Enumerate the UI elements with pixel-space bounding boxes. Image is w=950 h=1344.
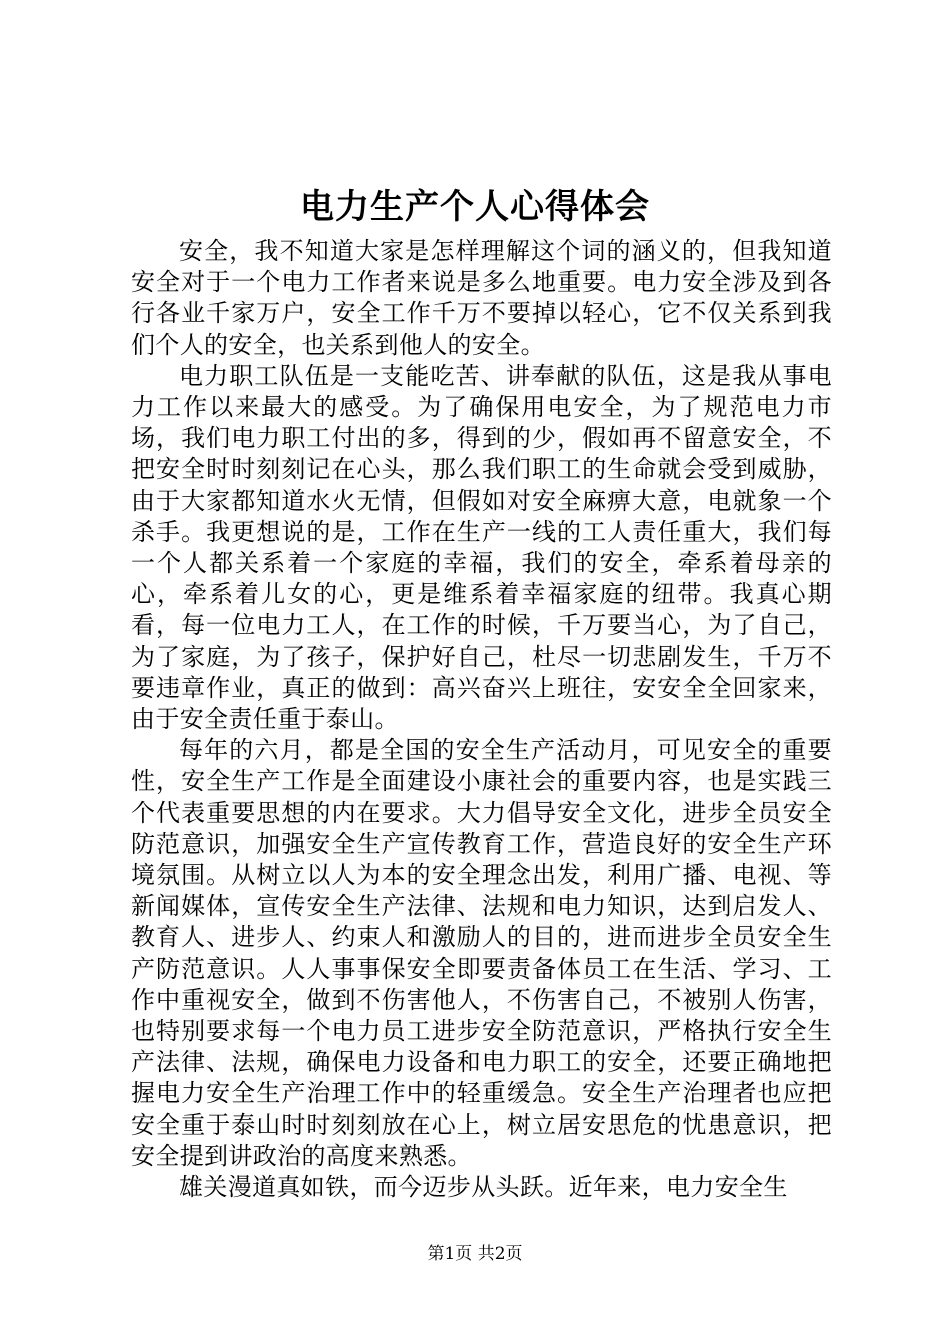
paragraph: 雄关漫道真如铁，而今迈步从头跃。近年来，电力安全生 (179, 1173, 788, 1202)
document-body (131, 236, 832, 1203)
document-title: 电力生产个人心得体会 (300, 187, 650, 227)
paragraph: 安全，我不知道大家是怎样理解这个词的涵义的，但我知道安全对于一个电力工作者来说是多么地重要。电力安全涉及到各行各业千家万户，安全工作千万不要掉以轻心，它不仅关系到我们个人的安全，也关系到他人的安全。 (131, 237, 832, 359)
page-number-footer: 第1页 共2页 (427, 1244, 523, 1264)
paragraph: 每年的六月，都是全国的安全生产活动月，可见安全的重要性，安全生产工作是全面建设小康社会的重要内容，也是实践三个代表重要思想的内在要求。大力倡导安全文化，进步全员安全防范意识，加强安全生产宣传教育工作，营造良好的安全生产环境氛围。从树立以人为本的安全理念出发，利用广播、电视、等新闻媒体，宣传安全生产法律、法规和电力知识，达到启发人、教育人、进步人、约束人和激励人的目的，进而进步全员安全生产防范意识。人人事事保安全即要责备体员工在生活、学习、工作中重视安全，做到不伤害他人，不伤害自己，不被别人伤害，也特别要求每一个电力员工进步安全防范意识，严格执行安全生产法律、法规，确保电力设备和电力职工的安全，还要正确地把握电力安全生产治理工作中的轻重缓急。安全生产治理者也应把安全重于泰山时时刻刻放在心上，树立居安思危的忧患意识，把安全提到讲政治的高度来熟悉。 (131, 736, 832, 1170)
paragraph: 电力职工队伍是一支能吃苦、讲奉献的队伍，这是我从事电力工作以来最大的感受。为了确保用电安全，为了规范电力市场，我们电力职工付出的多，得到的少，假如再不留意安全，不把安全时时刻刻记在心头，那么我们职工的生命就会受到威胁，由于大家都知道水火无情，但假如对安全麻痹大意，电就象一个杀手。我更想说的是，工作在生产一线的工人责任重大，我们每一个人都关系着一个家庭的幸福，我们的安全，牵系着母亲的心，牵系着儿女的心，更是维系着幸福家庭的纽带。我真心期看，每一位电力工人，在工作的时候，千万要当心，为了自己，为了家庭，为了孩子，保护好自己，杜尽一切悲剧发生，千万不要违章作业，真正的做到：高兴奋兴上班往，安安全全回家来，由于安全责任重于泰山。 (131, 361, 832, 734)
